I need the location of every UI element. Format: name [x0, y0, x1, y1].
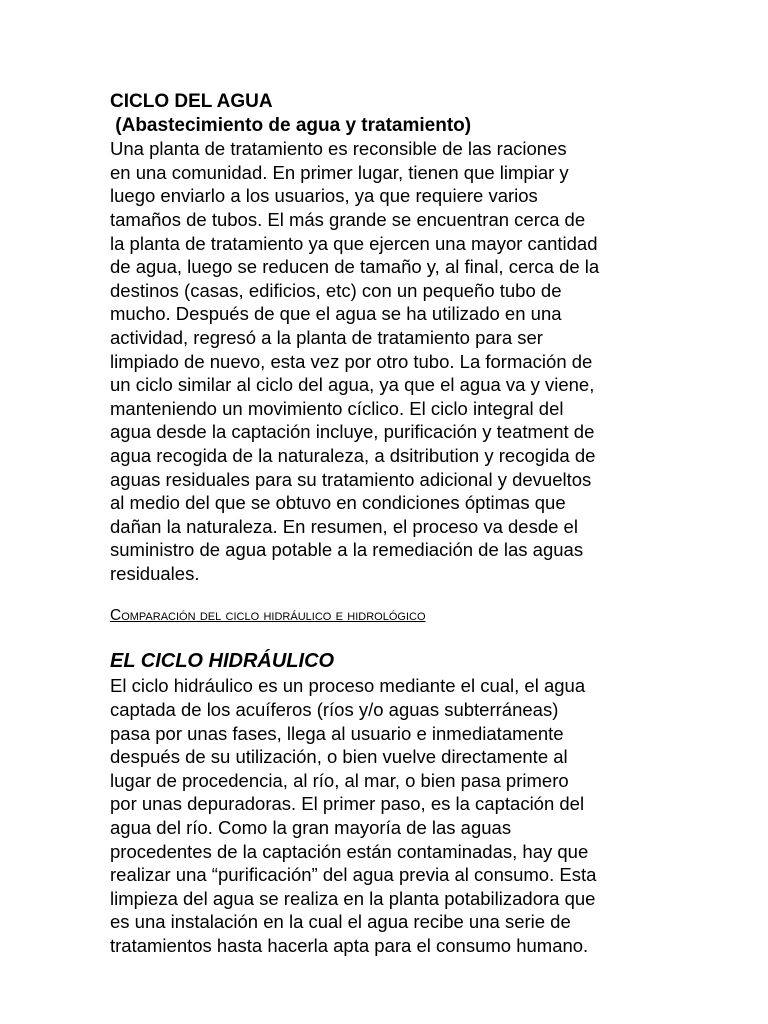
paragraph-line: destinos (casas, edificios, etc) con un pequeño tubo de [110, 279, 562, 301]
intro-paragraph [110, 137, 670, 585]
paragraph-line: luego enviarlo a los usuarios, ya que requiere varios [110, 185, 538, 207]
paragraph-line: al medio del que se obtuvo en condiciones óptimas que [110, 492, 566, 514]
paragraph-line: captada de los acuíferos (ríos y/o aguas subterráneas) [110, 699, 559, 721]
paragraph-line: El ciclo hidráulico es un proceso mediante el cual, el agua [110, 675, 586, 697]
paragraph-line: residuales. [110, 562, 200, 584]
paragraph-line: procedentes de la captación están contaminadas, hay que [110, 840, 589, 862]
paragraph-line: por unas depuradoras. El primer paso, es la captación del [110, 793, 585, 815]
paragraph-line: tratamientos hasta hacerla apta para el consumo humano. [110, 935, 589, 956]
paragraph-line: agua recogida de la naturaleza, a dsitribution y recogida de [110, 444, 596, 466]
document-subtitle: (Abastecimiento de agua y tratamiento) [110, 114, 472, 136]
paragraph-line: es una instalación en la cual el agua recibe una serie de [110, 911, 571, 933]
paragraph-line: Una planta de tratamiento es reconsible de las raciones [110, 138, 567, 160]
hydraulic-paragraph [110, 674, 670, 957]
document-page [110, 90, 670, 958]
paragraph-line: en una comunidad. En primer lugar, tienen que limpiar y [110, 161, 569, 183]
paragraph-line: aguas residuales para su tratamiento adicional y devueltos [110, 468, 592, 490]
paragraph-line: lugar de procedencia, al río, al mar, o bien pasa primero [110, 769, 569, 791]
paragraph-line: tamaños de tubos. El más grande se encuentran cerca de [110, 208, 586, 230]
paragraph-line: después de su utilización, o bien vuelve directamente al [110, 746, 568, 768]
document-title: CICLO DEL AGUA [110, 91, 273, 112]
paragraph-line: la planta de tratamiento ya que ejercen una mayor cantidad [110, 232, 598, 254]
paragraph-line: agua del río. Como la gran mayoría de las aguas [110, 817, 512, 839]
paragraph-line: de agua, luego se reducen de tamaño y, al final, cerca de la [110, 256, 600, 278]
paragraph-line: mucho. Después de que el agua se ha utilizado en una [110, 303, 562, 325]
paragraph-line: un ciclo similar al ciclo del agua, ya que el agua va y viene, [110, 374, 595, 396]
paragraph-line: manteniendo un movimiento cíclico. El ciclo integral del [110, 397, 564, 419]
paragraph-line: dañan la naturaleza. En resumen, el proceso va desde el [110, 515, 578, 537]
comparison-heading: Comparación del ciclo hidráulico e hidrológico [110, 607, 426, 625]
hydraulic-cycle-heading: EL CICLO HIDRÁULICO [110, 650, 335, 673]
paragraph-line: agua desde la captación incluye, purificación y teatment de [110, 421, 595, 443]
paragraph-line: pasa por unas fases, llega al usuario e inmediatamente [110, 722, 564, 744]
paragraph-line: realizar una “purificación” del agua previa al consumo. Esta [110, 864, 597, 886]
paragraph-line: suministro de agua potable a la remediación de las aguas [110, 539, 584, 561]
paragraph-line: actividad, regresó a la planta de tratamiento para ser [110, 326, 543, 348]
paragraph-line: limpiado de nuevo, esta vez por otro tubo. La formación de [110, 350, 593, 372]
paragraph-line: limpieza del agua se realiza en la planta potabilizadora que [110, 887, 596, 909]
